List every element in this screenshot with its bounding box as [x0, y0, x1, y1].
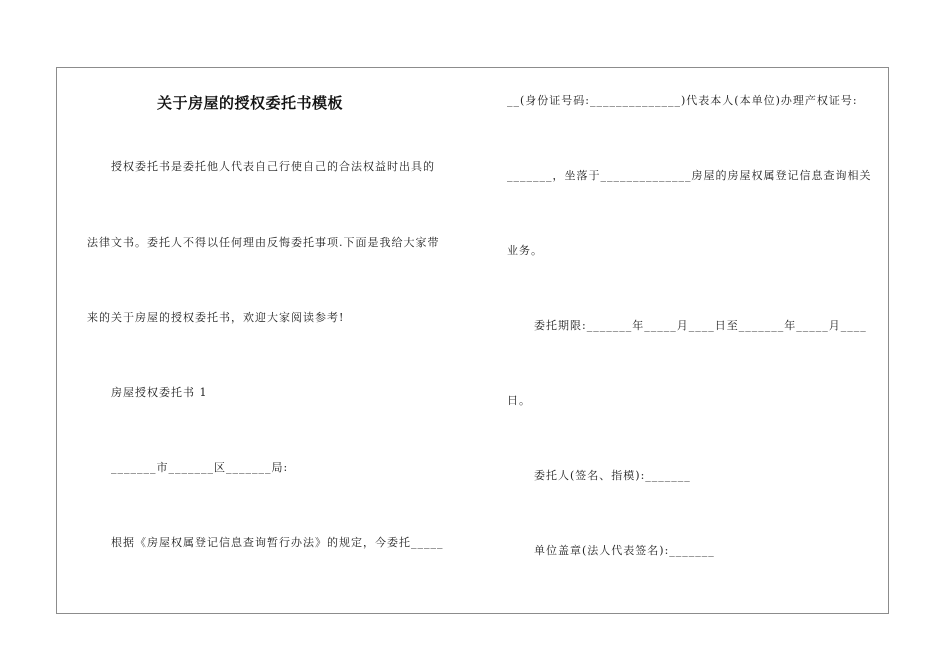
body-line-1: 根据《房屋权属登记信息查询暂行办法》的规定，今委托_____ — [111, 536, 444, 549]
paragraph-intro-line-2: 法律文书。委托人不得以任何理由反悔委托事项.下面是我给大家带 — [87, 236, 440, 249]
right-column — [507, 68, 890, 613]
body-line-2: __(身份证号码:______________)代表本人(本单位)办理产权证号: — [507, 94, 858, 107]
addressee-line: _______市_______区_______局: — [111, 461, 289, 474]
body-line-3: _______，坐落于______________房屋的房屋权属登记信息查询相关 — [507, 169, 872, 182]
principal-signature-line: 委托人(签名、指模):_______ — [534, 469, 691, 482]
section-heading: 房屋授权委托书 1 — [111, 386, 208, 399]
document-title: 关于房屋的授权委托书模板 — [157, 94, 344, 112]
document-page — [56, 67, 889, 614]
body-line-4: 业务。 — [507, 244, 543, 257]
unit-seal-line: 单位盖章(法人代表签名):_______ — [534, 544, 715, 557]
paragraph-intro-line-3: 来的关于房屋的授权委托书，欢迎大家阅读参考! — [87, 311, 345, 324]
left-column — [57, 68, 477, 613]
entrust-period-end: 日。 — [507, 394, 531, 407]
paragraph-intro-line-1: 授权委托书是委托他人代表自己行使自己的合法权益时出具的 — [111, 160, 435, 173]
entrust-period-line: 委托期限:_______年_____月____日至_______年_____月____ — [534, 319, 867, 332]
